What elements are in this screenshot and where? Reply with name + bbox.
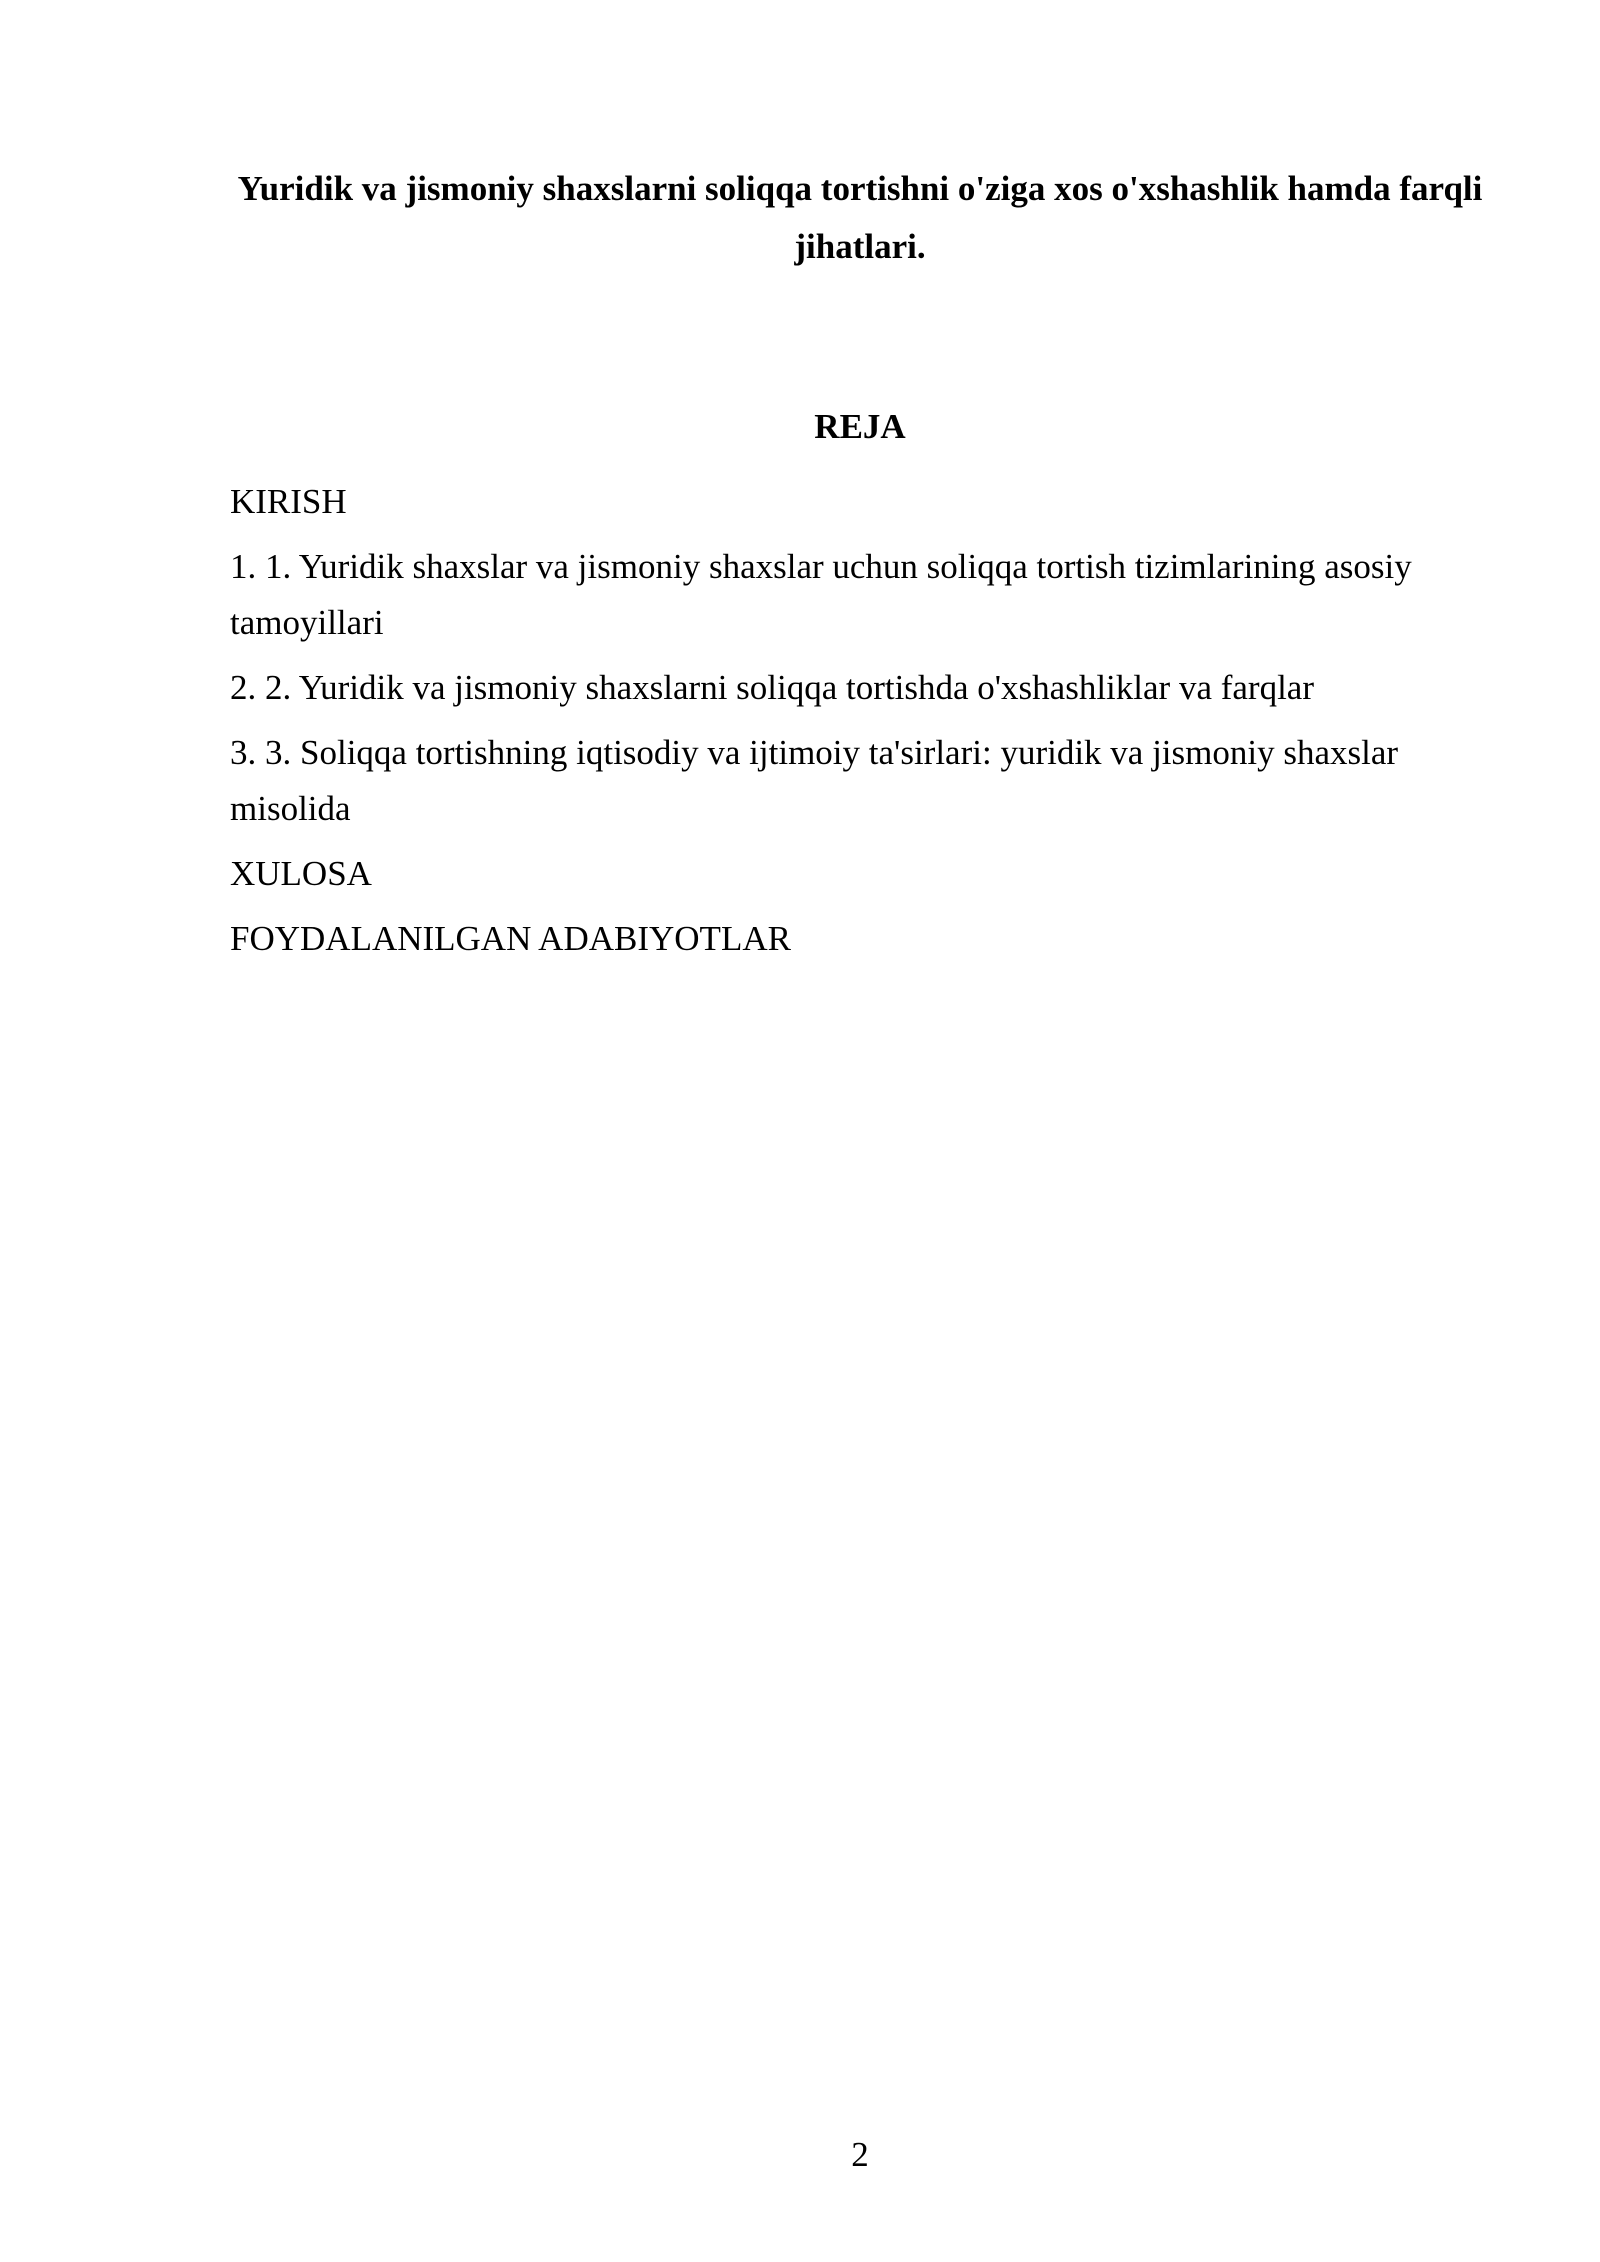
- plan-heading: REJA: [814, 407, 906, 446]
- toc-item-introduction: KIRISH: [230, 482, 347, 521]
- page-number: 2: [851, 2135, 869, 2174]
- table-of-contents: [230, 474, 1500, 976]
- document-title: Yuridik va jismoniy shaxslarni soliqqa tortishni o'ziga xos o'xshashlik hamda farqli jihatlari.: [237, 169, 1483, 266]
- toc-item-chapter-1: 1. 1. Yuridik shaxslar va jismoniy shaxslar uchun soliqqa tortish tizimlarining asosiy tamoyillari: [230, 547, 1412, 642]
- toc-item-conclusion: XULOSA: [230, 854, 372, 893]
- toc-item-chapter-2: 2. 2. Yuridik va jismoniy shaxslarni soliqqa tortishda o'xshashliklar va farqlar: [230, 668, 1314, 707]
- toc-item-chapter-3: 3. 3. Soliqqa tortishning iqtisodiy va ijtimoiy ta'sirlari: yuridik va jismoniy shaxslar misolida: [230, 733, 1399, 828]
- toc-item-references: FOYDALANILGAN ADABIYOTLAR: [230, 919, 791, 958]
